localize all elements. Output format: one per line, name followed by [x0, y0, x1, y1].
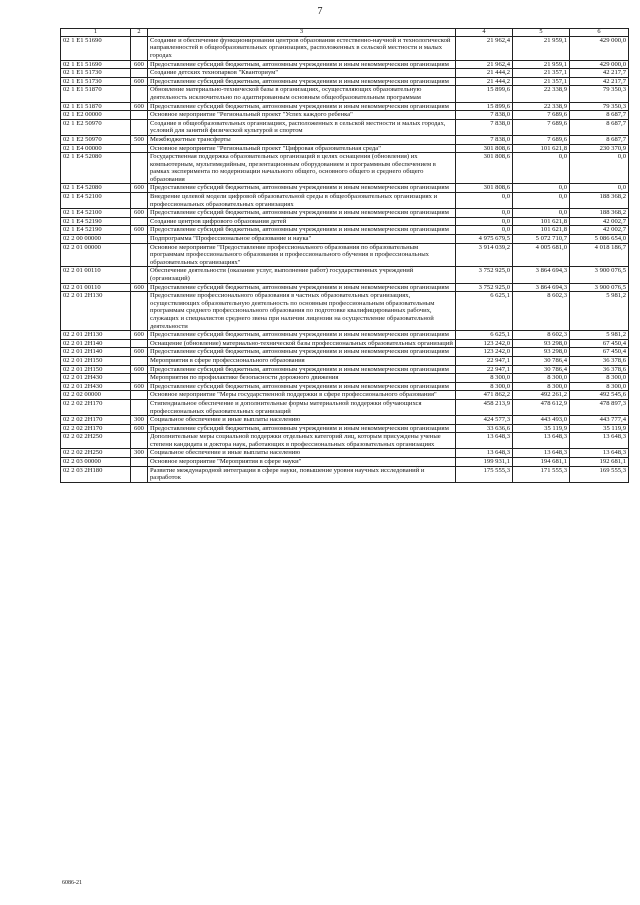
name-cell: Предоставление субсидий бюджетным, автономным учреждениям и иным некоммерческим организациям	[148, 283, 456, 292]
amount-col6-cell: 13 648,3	[570, 449, 629, 458]
name-cell: Развитие международной интеграции в сфере науки, повышение уровня научных исследований и разработок	[148, 466, 456, 482]
table-row	[61, 433, 629, 449]
expense-type-cell: 600	[131, 184, 148, 193]
header-cell: 3	[148, 29, 456, 37]
amount-col4-cell: 15 899,6	[456, 102, 513, 111]
amount-col6-cell: 42 002,7	[570, 226, 629, 235]
expense-type-cell	[131, 433, 148, 449]
expense-type-cell	[131, 111, 148, 120]
table-row	[61, 153, 629, 184]
code-cell: 02 2 01 2H140	[61, 339, 131, 348]
amount-col6-cell: 443 777,4	[570, 416, 629, 425]
table-row	[61, 374, 629, 383]
amount-col5-cell: 13 648,3	[513, 433, 570, 449]
amount-col6-cell: 230 370,9	[570, 144, 629, 153]
table-row	[61, 102, 629, 111]
name-cell: Оснащение (обновление) материально-технической базы профессиональных образовательных организаций	[148, 339, 456, 348]
code-cell: 02 1 E4 52080	[61, 153, 131, 184]
name-cell: Предоставление субсидий бюджетным, автономным учреждениям и иным некоммерческим организациям	[148, 184, 456, 193]
expense-type-cell: 600	[131, 382, 148, 391]
amount-col5-cell: 7 689,6	[513, 135, 570, 144]
code-cell: 02 2 01 00110	[61, 267, 131, 283]
name-cell: Социальное обеспечение и иные выплаты населению	[148, 449, 456, 458]
amount-col5-cell: 8 602,3	[513, 331, 570, 340]
expense-type-cell	[131, 144, 148, 153]
table-row	[61, 365, 629, 374]
amount-col6-cell: 188 368,2	[570, 209, 629, 218]
amount-col5-cell: 8 300,0	[513, 382, 570, 391]
name-cell: Предоставление субсидий бюджетным, автономным учреждениям и иным некоммерческим организациям	[148, 226, 456, 235]
code-cell: 02 2 01 2H140	[61, 348, 131, 357]
amount-col4-cell: 22 947,1	[456, 365, 513, 374]
amount-col5-cell: 0,0	[513, 153, 570, 184]
expense-type-cell	[131, 153, 148, 184]
amount-col4-cell: 15 899,6	[456, 86, 513, 102]
expense-type-cell	[131, 374, 148, 383]
table-row	[61, 331, 629, 340]
amount-col6-cell: 42 217,7	[570, 77, 629, 86]
amount-col6-cell: 478 897,3	[570, 399, 629, 415]
amount-col4-cell: 301 808,6	[456, 184, 513, 193]
table-row	[61, 466, 629, 482]
amount-col6-cell: 169 555,3	[570, 466, 629, 482]
amount-col6-cell: 4 018 186,7	[570, 243, 629, 267]
table-row	[61, 292, 629, 331]
amount-col6-cell: 8 300,0	[570, 374, 629, 383]
amount-col4-cell: 301 808,6	[456, 144, 513, 153]
amount-col4-cell: 301 808,6	[456, 153, 513, 184]
name-cell: Дополнительные меры социальной поддержки отдельных категорий лиц, которым присуждены ученые степени кандидата и доктора наук, работающих в профессиональных образовательных организациях	[148, 433, 456, 449]
table-row	[61, 77, 629, 86]
table-row	[61, 382, 629, 391]
amount-col4-cell: 3 914 039,2	[456, 243, 513, 267]
code-cell: 02 2 01 2H430	[61, 382, 131, 391]
amount-col5-cell: 7 689,6	[513, 111, 570, 120]
amount-col5-cell: 8 602,3	[513, 292, 570, 331]
amount-col4-cell: 6 625,1	[456, 292, 513, 331]
amount-col5-cell: 7 689,6	[513, 119, 570, 135]
expense-type-cell	[131, 292, 148, 331]
table-row	[61, 235, 629, 244]
amount-col6-cell: 8 687,7	[570, 119, 629, 135]
table-row	[61, 283, 629, 292]
expense-type-cell	[131, 399, 148, 415]
code-cell: 02 2 01 2H150	[61, 356, 131, 365]
expense-type-cell	[131, 466, 148, 482]
expense-type-cell	[131, 119, 148, 135]
name-cell: Основное мероприятие "Меры государственной поддержки в сфере профессионального образования"	[148, 391, 456, 400]
amount-col5-cell: 101 621,8	[513, 144, 570, 153]
amount-col4-cell: 21 962,4	[456, 60, 513, 69]
name-cell: Предоставление субсидий бюджетным, автономным учреждениям и иным некоммерческим организациям	[148, 331, 456, 340]
table-row	[61, 424, 629, 433]
expense-type-cell	[131, 243, 148, 267]
amount-col5-cell: 194 681,1	[513, 458, 570, 467]
table-row	[61, 111, 629, 120]
amount-col4-cell: 3 752 925,0	[456, 283, 513, 292]
header-cell: 5	[513, 29, 570, 37]
amount-col6-cell: 492 545,6	[570, 391, 629, 400]
table-row	[61, 458, 629, 467]
code-cell: 02 1 E4 52190	[61, 226, 131, 235]
amount-col4-cell: 0,0	[456, 226, 513, 235]
table-row	[61, 226, 629, 235]
amount-col6-cell: 42 002,7	[570, 217, 629, 226]
amount-col5-cell: 30 786,4	[513, 365, 570, 374]
name-cell: Основное мероприятие "Региональный проект "Успех каждого ребенка"	[148, 111, 456, 120]
code-cell: 02 2 02 2H170	[61, 416, 131, 425]
amount-col5-cell: 21 959,1	[513, 36, 570, 60]
code-cell: 02 1 E1 51870	[61, 102, 131, 111]
name-cell: Создание детских технопарков "Кванториум"	[148, 69, 456, 78]
table-row	[61, 243, 629, 267]
amount-col6-cell: 5 981,2	[570, 292, 629, 331]
table-row	[61, 144, 629, 153]
amount-col4-cell: 471 862,2	[456, 391, 513, 400]
amount-col5-cell: 93 298,0	[513, 348, 570, 357]
expense-type-cell: 600	[131, 102, 148, 111]
expense-type-cell: 600	[131, 331, 148, 340]
amount-col4-cell: 175 555,3	[456, 466, 513, 482]
name-cell: Мероприятия по профилактике безопасности дорожного движения	[148, 374, 456, 383]
amount-col6-cell: 79 350,3	[570, 102, 629, 111]
amount-col6-cell: 5 981,2	[570, 331, 629, 340]
header-cell: 2	[131, 29, 148, 37]
expense-type-cell: 600	[131, 60, 148, 69]
table-row	[61, 193, 629, 209]
amount-col4-cell: 6 625,1	[456, 331, 513, 340]
table-row	[61, 391, 629, 400]
name-cell: Предоставление субсидий бюджетным, автономным учреждениям и иным некоммерческим организациям	[148, 102, 456, 111]
amount-col5-cell: 0,0	[513, 193, 570, 209]
code-cell: 02 1 E2 00000	[61, 111, 131, 120]
code-cell: 02 2 02 2H250	[61, 449, 131, 458]
name-cell: Предоставление субсидий бюджетным, автономным учреждениям и иным некоммерческим организациям	[148, 424, 456, 433]
budget-table	[60, 28, 629, 483]
table-row	[61, 217, 629, 226]
code-cell: 02 2 03 00000	[61, 458, 131, 467]
amount-col4-cell: 4 975 679,5	[456, 235, 513, 244]
amount-col6-cell: 8 687,7	[570, 135, 629, 144]
amount-col5-cell: 3 864 694,3	[513, 283, 570, 292]
amount-col4-cell: 7 838,0	[456, 119, 513, 135]
amount-col5-cell: 22 338,9	[513, 102, 570, 111]
code-cell: 02 1 E4 52080	[61, 184, 131, 193]
name-cell: Стипендиальное обеспечение и дополнительные формы материальной поддержки обучающихся профессиональных образовательных организаций	[148, 399, 456, 415]
amount-col5-cell: 21 357,1	[513, 77, 570, 86]
amount-col6-cell: 429 000,0	[570, 36, 629, 60]
expense-type-cell: 300	[131, 449, 148, 458]
amount-col4-cell: 0,0	[456, 193, 513, 209]
code-cell: 02 1 E1 51690	[61, 36, 131, 60]
amount-col5-cell: 35 119,9	[513, 424, 570, 433]
table-row	[61, 60, 629, 69]
code-cell: 02 2 01 2H150	[61, 365, 131, 374]
name-cell: Предоставление субсидий бюджетным, автономным учреждениям и иным некоммерческим организациям	[148, 365, 456, 374]
table-row	[61, 69, 629, 78]
amount-col5-cell: 0,0	[513, 209, 570, 218]
amount-col6-cell: 36 378,6	[570, 356, 629, 365]
expense-type-cell: 500	[131, 135, 148, 144]
code-cell: 02 1 E2 50970	[61, 119, 131, 135]
amount-col6-cell: 35 119,9	[570, 424, 629, 433]
name-cell: Обновление материально-технической базы в организациях, осуществляющих образовательную деятельность исключительно по адаптированным основным общеобразовательным программам	[148, 86, 456, 102]
amount-col5-cell: 4 005 681,0	[513, 243, 570, 267]
amount-col6-cell: 8 687,7	[570, 111, 629, 120]
amount-col6-cell: 8 300,0	[570, 382, 629, 391]
name-cell: Основное мероприятие "Предоставление профессионального образования по образовательным программам профессионального образования и профессионального обучения в профессиональных образовательных организациях"	[148, 243, 456, 267]
amount-col6-cell: 429 000,0	[570, 60, 629, 69]
name-cell: Предоставление субсидий бюджетным, автономным учреждениям и иным некоммерческим организациям	[148, 209, 456, 218]
code-cell: 02 1 E1 51690	[61, 60, 131, 69]
amount-col5-cell: 101 621,8	[513, 217, 570, 226]
amount-col5-cell: 492 261,2	[513, 391, 570, 400]
expense-type-cell: 600	[131, 209, 148, 218]
expense-type-cell: 600	[131, 348, 148, 357]
expense-type-cell	[131, 356, 148, 365]
amount-col6-cell: 13 648,3	[570, 433, 629, 449]
table-row	[61, 135, 629, 144]
expense-type-cell	[131, 86, 148, 102]
expense-type-cell: 600	[131, 283, 148, 292]
code-cell: 02 2 01 2H430	[61, 374, 131, 383]
code-cell: 02 1 E4 00000	[61, 144, 131, 153]
amount-col6-cell: 0,0	[570, 184, 629, 193]
amount-col4-cell: 21 444,2	[456, 77, 513, 86]
amount-col5-cell: 13 648,3	[513, 449, 570, 458]
amount-col5-cell: 3 864 694,3	[513, 267, 570, 283]
table-row	[61, 119, 629, 135]
amount-col5-cell: 8 300,0	[513, 374, 570, 383]
name-cell: Создание центров цифрового образования детей	[148, 217, 456, 226]
name-cell: Создание и обеспечение функционирования центров образования естественно-научной и технологической направленностей в общеобразовательных организациях, расположенных в сельской местности и малых городах	[148, 36, 456, 60]
amount-col4-cell: 13 648,3	[456, 433, 513, 449]
name-cell: Предоставление субсидий бюджетным, автономным учреждениям и иным некоммерческим организациям	[148, 77, 456, 86]
amount-col5-cell: 0,0	[513, 184, 570, 193]
code-cell: 02 1 E4 52190	[61, 217, 131, 226]
header-cell: 4	[456, 29, 513, 37]
expense-type-cell	[131, 391, 148, 400]
code-cell: 02 1 E4 52100	[61, 193, 131, 209]
amount-col5-cell: 21 357,1	[513, 69, 570, 78]
amount-col4-cell: 13 648,3	[456, 449, 513, 458]
expense-type-cell	[131, 458, 148, 467]
amount-col4-cell: 33 636,6	[456, 424, 513, 433]
name-cell: Предоставление профессионального образования в частных образовательных организациях, осуществляющих образовательную деятельность по основным профессиональным образовательным программам среднего профессионального образования по подготовке квалифицированных рабочих, служащих и специалистов среднего звена при наличии лицензии на осуществление образовательной деятельности	[148, 292, 456, 331]
amount-col6-cell: 5 086 654,0	[570, 235, 629, 244]
amount-col6-cell: 0,0	[570, 153, 629, 184]
amount-col4-cell: 123 242,0	[456, 339, 513, 348]
expense-type-cell: 300	[131, 416, 148, 425]
code-cell: 02 2 01 00000	[61, 243, 131, 267]
amount-col4-cell: 0,0	[456, 217, 513, 226]
amount-col4-cell: 0,0	[456, 209, 513, 218]
amount-col6-cell: 3 900 076,5	[570, 283, 629, 292]
amount-col6-cell: 67 450,4	[570, 339, 629, 348]
amount-col5-cell: 443 493,0	[513, 416, 570, 425]
table-row	[61, 267, 629, 283]
table-row	[61, 399, 629, 415]
amount-col4-cell: 123 242,0	[456, 348, 513, 357]
name-cell: Предоставление субсидий бюджетным, автономным учреждениям и иным некоммерческим организациям	[148, 60, 456, 69]
amount-col4-cell: 8 300,0	[456, 382, 513, 391]
code-cell: 02 2 00 00000	[61, 235, 131, 244]
expense-type-cell	[131, 69, 148, 78]
form-code: 6086-21	[62, 880, 82, 886]
table-row	[61, 184, 629, 193]
amount-col6-cell: 42 217,7	[570, 69, 629, 78]
amount-col4-cell: 22 947,1	[456, 356, 513, 365]
table-row	[61, 416, 629, 425]
code-cell: 02 1 E1 51870	[61, 86, 131, 102]
amount-col5-cell: 478 612,9	[513, 399, 570, 415]
name-cell: Подпрограмма "Профессиональное образование и наука"	[148, 235, 456, 244]
code-cell: 02 1 E4 52100	[61, 209, 131, 218]
code-cell: 02 2 02 2H170	[61, 424, 131, 433]
amount-col6-cell: 188 368,2	[570, 193, 629, 209]
name-cell: Внедрение целевой модели цифровой образовательной среды в общеобразовательных организациях и профессиональных образовательных организациях	[148, 193, 456, 209]
page-number: 7	[317, 6, 323, 17]
amount-col4-cell: 458 213,9	[456, 399, 513, 415]
expense-type-cell: 600	[131, 424, 148, 433]
name-cell: Государственная поддержка образовательных организаций в целях оснащения (обновления) их компьютерным, мультимедийным, презентационным оборудованием и программным обеспечением в рамках эксперимента по модернизации начального общего, основного общего и среднего общего образования	[148, 153, 456, 184]
table-row	[61, 36, 629, 60]
name-cell: Основное мероприятие "Региональный проект "Цифровая образовательная среда"	[148, 144, 456, 153]
name-cell: Предоставление субсидий бюджетным, автономным учреждениям и иным некоммерческим организациям	[148, 382, 456, 391]
expense-type-cell	[131, 193, 148, 209]
amount-col4-cell: 21 444,2	[456, 69, 513, 78]
amount-col6-cell: 36 378,6	[570, 365, 629, 374]
amount-col4-cell: 199 931,1	[456, 458, 513, 467]
expense-type-cell	[131, 267, 148, 283]
code-cell: 02 1 E2 50970	[61, 135, 131, 144]
table-row	[61, 449, 629, 458]
amount-col5-cell: 22 338,9	[513, 86, 570, 102]
table-row	[61, 356, 629, 365]
amount-col4-cell: 3 752 925,0	[456, 267, 513, 283]
amount-col5-cell: 5 072 710,7	[513, 235, 570, 244]
amount-col6-cell: 192 681,1	[570, 458, 629, 467]
amount-col6-cell: 79 350,3	[570, 86, 629, 102]
name-cell: Создание в общеобразовательных организациях, расположенных в сельской местности и малых городах, условий для занятий физической культурой и спортом	[148, 119, 456, 135]
amount-col5-cell: 30 786,4	[513, 356, 570, 365]
name-cell: Предоставление субсидий бюджетным, автономным учреждениям и иным некоммерческим организациям	[148, 348, 456, 357]
name-cell: Межбюджетные трансферты	[148, 135, 456, 144]
amount-col5-cell: 93 298,0	[513, 339, 570, 348]
amount-col6-cell: 3 900 076,5	[570, 267, 629, 283]
header-cell: 6	[570, 29, 629, 37]
expense-type-cell	[131, 36, 148, 60]
expense-type-cell	[131, 217, 148, 226]
table-row	[61, 86, 629, 102]
code-cell: 02 2 01 2H130	[61, 331, 131, 340]
code-cell: 02 2 01 00110	[61, 283, 131, 292]
amount-col5-cell: 171 555,3	[513, 466, 570, 482]
amount-col5-cell: 21 959,1	[513, 60, 570, 69]
amount-col6-cell: 67 450,4	[570, 348, 629, 357]
code-cell: 02 1 E1 51730	[61, 77, 131, 86]
amount-col4-cell: 21 962,4	[456, 36, 513, 60]
code-cell: 02 2 03 2H180	[61, 466, 131, 482]
amount-col5-cell: 101 621,8	[513, 226, 570, 235]
code-cell: 02 2 02 00000	[61, 391, 131, 400]
table-header-row	[61, 29, 629, 37]
amount-col4-cell: 7 838,0	[456, 111, 513, 120]
name-cell: Обеспечение деятельности (оказание услуг, выполнение работ) государственных учреждений (организаций)	[148, 267, 456, 283]
name-cell: Социальное обеспечение и иные выплаты населению	[148, 416, 456, 425]
code-cell: 02 2 01 2H130	[61, 292, 131, 331]
amount-col4-cell: 8 300,0	[456, 374, 513, 383]
code-cell: 02 2 02 2H250	[61, 433, 131, 449]
expense-type-cell: 600	[131, 365, 148, 374]
name-cell: Мероприятия в сфере профессионального образования	[148, 356, 456, 365]
expense-type-cell: 600	[131, 77, 148, 86]
header-cell: 1	[61, 29, 131, 37]
amount-col4-cell: 7 838,0	[456, 135, 513, 144]
code-cell: 02 2 02 2H170	[61, 399, 131, 415]
table-row	[61, 339, 629, 348]
name-cell: Основное мероприятие "Мероприятия в сфере науки"	[148, 458, 456, 467]
amount-col4-cell: 424 577,3	[456, 416, 513, 425]
table-row	[61, 209, 629, 218]
expense-type-cell: 600	[131, 226, 148, 235]
code-cell: 02 1 E1 51730	[61, 69, 131, 78]
expense-type-cell	[131, 339, 148, 348]
table-row	[61, 348, 629, 357]
expense-type-cell	[131, 235, 148, 244]
